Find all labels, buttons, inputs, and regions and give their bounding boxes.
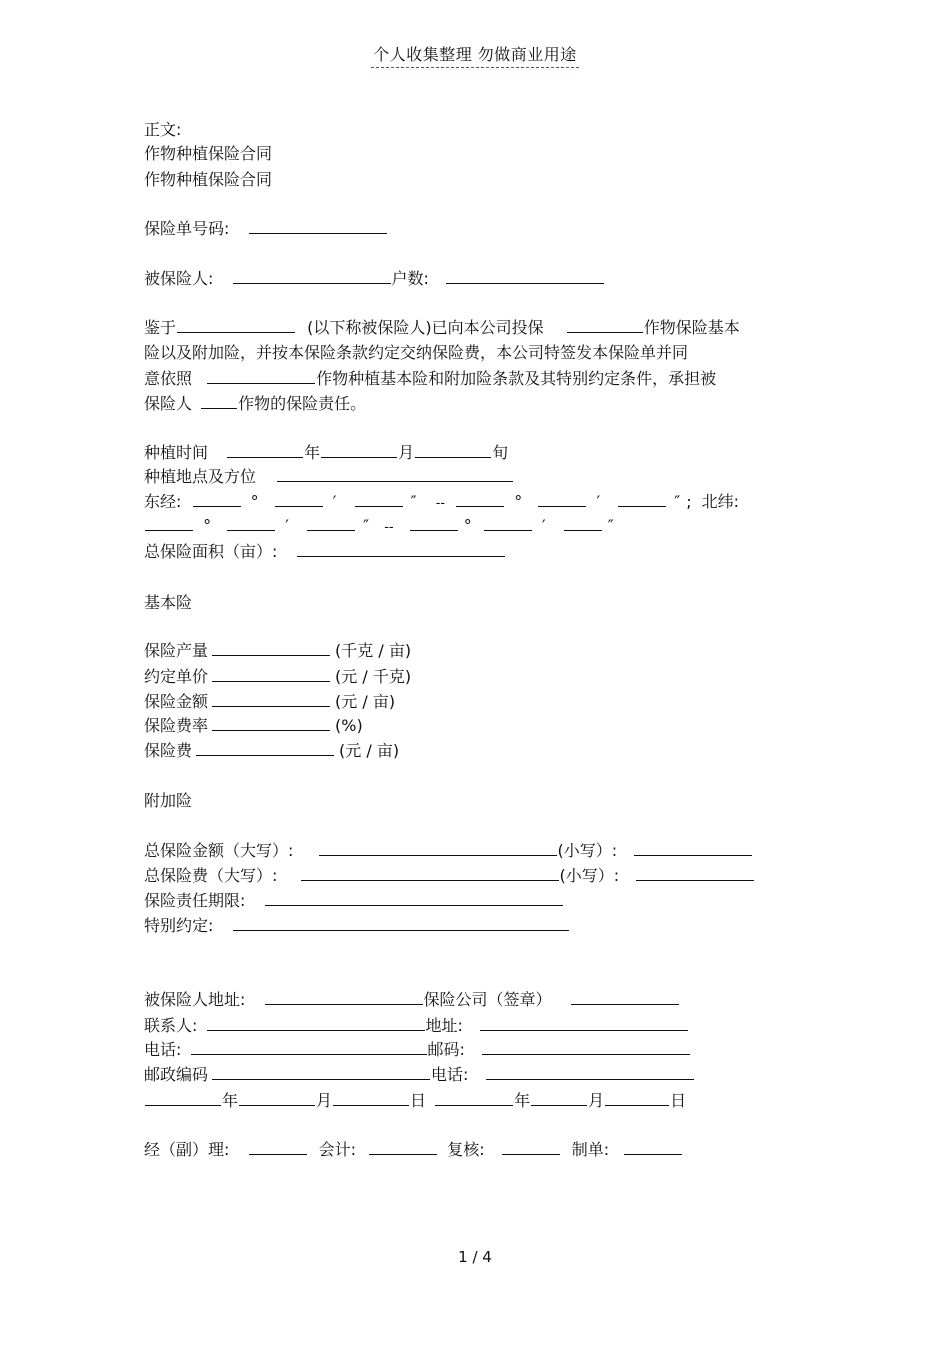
households-field[interactable] xyxy=(446,269,604,284)
manager-sign-field[interactable] xyxy=(249,1140,307,1155)
contact-row-2: 联系人: 地址: xyxy=(144,1016,689,1036)
insured-name-field[interactable] xyxy=(233,269,391,284)
basic-row: 保险金额 (元 / 亩) xyxy=(144,692,396,711)
company-postcode-field[interactable] xyxy=(482,1040,690,1055)
east-min-field-2[interactable] xyxy=(538,492,586,507)
basic-yield-field[interactable] xyxy=(212,641,330,656)
planting-place-field[interactable] xyxy=(277,467,513,482)
addon-period-field[interactable] xyxy=(265,891,563,906)
policy-number-row: 保险单号码: xyxy=(144,219,388,239)
basic-row: 保险产量 (千克 / 亩) xyxy=(144,641,412,660)
planting-month-field[interactable] xyxy=(321,443,397,458)
date-row: 年 月 日 年 月 日 xyxy=(144,1091,686,1111)
north-min-field-2[interactable] xyxy=(484,516,532,531)
para-party-field[interactable] xyxy=(177,318,295,333)
basic-price-field[interactable] xyxy=(212,667,330,682)
page-header: 个人收集整理 勿做商业用途 xyxy=(0,42,950,65)
addon-title: 附加险 xyxy=(144,791,193,810)
basic-title: 基本险 xyxy=(144,593,193,612)
company-seal-field[interactable] xyxy=(571,990,679,1005)
north-deg-field[interactable] xyxy=(145,516,193,531)
insured-row: 被保险人: 户数: xyxy=(144,269,605,289)
sign-row: 经（副）理: 会计: 复核: 制单: xyxy=(144,1140,683,1160)
north-sec-field-2[interactable] xyxy=(564,516,602,531)
east-deg-field[interactable] xyxy=(193,492,241,507)
total-area-row: 总保险面积（亩）: xyxy=(144,542,506,562)
maker-sign-field[interactable] xyxy=(624,1140,682,1155)
addon-fee-upper-field[interactable] xyxy=(301,866,559,881)
east-sec-field[interactable] xyxy=(355,492,403,507)
date-day-field[interactable] xyxy=(333,1091,409,1106)
doc-title: 作物种植保险合同 xyxy=(144,144,273,163)
date-year-field[interactable] xyxy=(145,1091,221,1106)
addon-period-row: 保险责任期限: xyxy=(144,891,564,911)
para-line-4: 保险人 作物的保险责任。 xyxy=(144,394,367,413)
planting-year-field[interactable] xyxy=(227,443,303,458)
insured-phone-field[interactable] xyxy=(191,1040,427,1055)
review-sign-field[interactable] xyxy=(502,1140,560,1155)
contact-row-3: 电话: 邮码: xyxy=(144,1040,691,1060)
north-latitude-row: ° ′ ″ -- ° ′ ″ xyxy=(144,516,614,538)
doc-title-repeat: 作物种植保险合同 xyxy=(144,170,273,189)
north-deg-field-2[interactable] xyxy=(410,516,458,531)
addon-amount-row: 总保险金额（大写）: (小写）: xyxy=(144,841,753,861)
planting-time-row: 种植时间 年 月 旬 xyxy=(144,443,509,462)
basic-row: 保险费 (元 / 亩) xyxy=(144,741,400,760)
date-day-field-2[interactable] xyxy=(605,1091,669,1106)
east-min-field[interactable] xyxy=(275,492,323,507)
date-month-field[interactable] xyxy=(239,1091,315,1106)
policy-number-field[interactable] xyxy=(249,219,387,234)
para-line-3: 意依照 作物种植基本险和附加险条款及其特别约定条件，承担被 xyxy=(144,369,717,388)
planting-period-field[interactable] xyxy=(415,443,491,458)
para-line-1: 鉴于 (以下称被保险人)已向本公司投保 作物保险基本 xyxy=(144,318,740,337)
para-crop-field-3[interactable] xyxy=(201,394,237,409)
total-area-field[interactable] xyxy=(297,542,505,557)
company-phone-field[interactable] xyxy=(486,1065,694,1080)
addon-special-row: 特别约定: xyxy=(144,916,570,936)
contact-person-field[interactable] xyxy=(207,1016,425,1031)
basic-row: 约定单价 (元 / 千克) xyxy=(144,667,412,686)
contact-row-4: 邮政编码 电话: xyxy=(144,1065,695,1085)
basic-row: 保险费率 (%) xyxy=(144,716,363,735)
contact-row-1: 被保险人地址: 保险公司（签章） xyxy=(144,990,680,1010)
east-longitude-row: 东经: ° ′ ″ -- ° ′ ″ ; 北纬: xyxy=(144,492,740,511)
addon-amount-lower-field[interactable] xyxy=(634,841,752,856)
accountant-sign-field[interactable] xyxy=(369,1140,437,1155)
addon-fee-lower-field[interactable] xyxy=(636,866,754,881)
east-deg-field-2[interactable] xyxy=(456,492,504,507)
addon-fee-row: 总保险费（大写）: (小写）: xyxy=(144,866,755,886)
date-month-field-2[interactable] xyxy=(531,1091,587,1106)
north-min-field[interactable] xyxy=(227,516,275,531)
para-line-2: 险以及附加险，并按本保险条款约定交纳保险费，本公司特签发本保险单并同 xyxy=(144,343,689,362)
addon-amount-upper-field[interactable] xyxy=(319,841,557,856)
addon-special-field[interactable] xyxy=(233,916,569,931)
body-label: 正文: xyxy=(144,120,182,139)
para-crop-field-2[interactable] xyxy=(207,369,315,384)
para-crop-field[interactable] xyxy=(567,318,643,333)
company-address-field[interactable] xyxy=(480,1016,688,1031)
planting-place-row: 种植地点及方位 xyxy=(144,467,514,487)
date-year-field-2[interactable] xyxy=(435,1091,513,1106)
insured-address-field[interactable] xyxy=(265,990,423,1005)
north-sec-field[interactable] xyxy=(307,516,355,531)
basic-rate-field[interactable] xyxy=(212,716,330,731)
basic-amount-field[interactable] xyxy=(212,692,330,707)
insured-zip-field[interactable] xyxy=(212,1065,430,1080)
page-number: 1 / 4 xyxy=(458,1248,492,1266)
east-sec-field-2[interactable] xyxy=(618,492,666,507)
basic-fee-field[interactable] xyxy=(196,741,334,756)
